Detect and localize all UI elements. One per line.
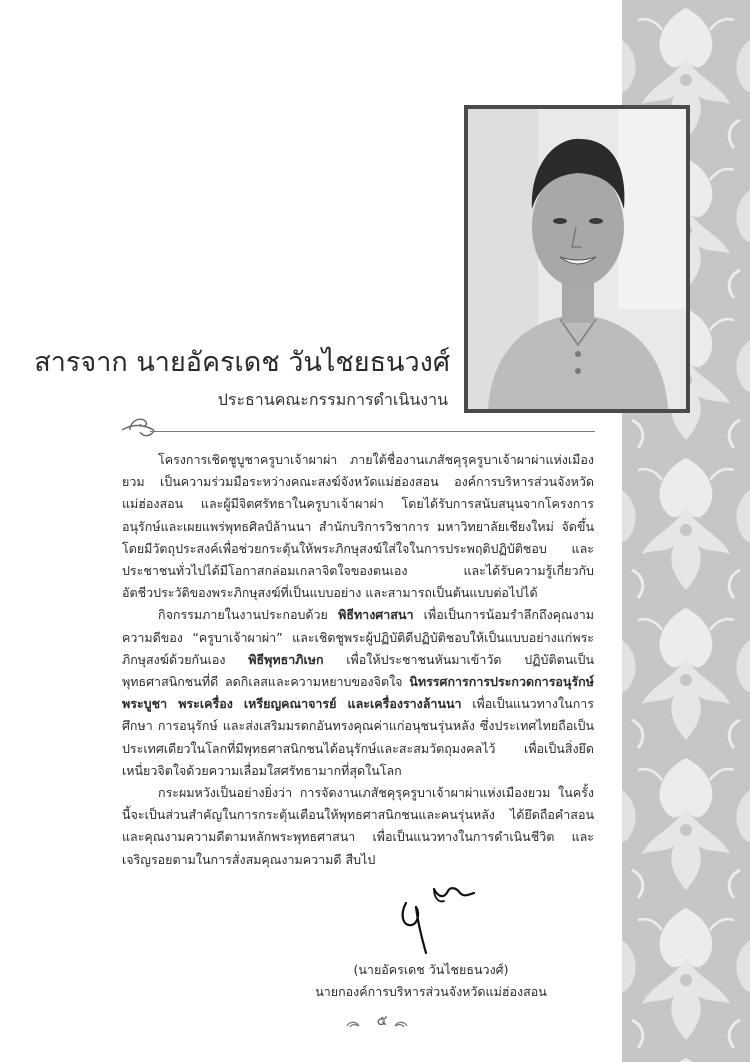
message-body [122,449,594,871]
portrait-frame [464,105,690,413]
ornament-right-icon [394,1021,408,1031]
portrait-illustration [468,109,686,409]
signatory-block [300,959,562,1003]
paragraph-intro: โครงการเชิดชูบูชาครูบาเจ้าผาผ่า ภายใต้ชื่องานเภสัชคุรุครูบาเจ้าผาผ่าแห่งเมืองยวม เป็นความร่วมมือระหว่างคณะสงฆ์จังหวัดแม่ฮ่องสอน องค์การบริหารส่วนจังหวัดแม่ฮ่องสอน และผู้มีจิตศรัทธาในครูบาเจ้าผาผ่า โดยได้รับการสนับสนุนจากโครงการอนุรักษ์และเผยแพร่พุทธศิลป์ล้านนา สำนักบริการวิชาการ มหาวิทยาลัยเชียงใหม่ จัดขึ้นโดยมีวัตถุประสงค์เพื่อช่วยกระตุ้นให้พระภิกษุสงฆ์ใส่ใจในการประพฤติปฏิบัติชอบ และประชาชนทั่วไปได้มีโอกาสกล่อมเกลาจิตใจของตนเอง และได้รับความรู้เกี่ยวกับอัตชีวประวัติของพระภิกษุสงฆ์ที่เป็นแบบอย่าง และสามารถเป็นต้นแบบต่อไปได้ [122,452,594,601]
activities-text-c: เพื่อให้ประชาชนหันมาเข้าวัด ปฏิบัติตนเป็นพุทธศาสนิกชนที่ดี ลดกิเลสและความหยาบของจิตใจ [122,651,594,690]
paragraph-activities [122,604,594,782]
title-divider [150,431,595,432]
activity-exhibition: นิทรรศการการประกวดการอนุรักษ์พระบูชา พระเครื่อง เหรียญคณาจารย์ และเครื่องรางล้านนา [122,674,594,712]
signatory-name: (นายอัครเดช วันไชยธนวงศ์) [353,962,509,977]
activity-religious-ceremony: พิธีทางศาสนา [338,607,414,623]
signatory-position: นายกองค์การบริหารส่วนจังหวัดแม่ฮ่องสอน [315,984,547,999]
activities-text-b: เพื่อเป็นการน้อมรำลึกถึงคุณงามความดีของ “ครูบาเจ้าผาผ่า” และเชิดชูพระผู้ปฏิบัติดีปฏิบัติชอบให้เป็นแบบอย่างแก่พระภิกษุสงฆ์ด้วยกันเอง [122,607,594,667]
flourish-icon [120,410,160,440]
activity-consecration-ceremony: พิธีพุทธาภิเษก [248,651,324,667]
handwritten-signature [398,883,478,959]
page-subtitle: ประธานคณะกรรมการดำเนินงาน [217,390,448,409]
activities-text-d: เพื่อเป็นแนวทางในการศึกษา การอนุรักษ์ และส่งเสริมมรดกอันทรงคุณค่าแก่อนุชนรุ่นหลัง ซึ่งประเทศไทยถือเป็นประเทศเดียวในโลกที่มีพุทธศาสนิกชนได้อนุรักษ์และสะสมวัตถุมงคลไว้ เพื่อเป็นสิ่งยึดเหนี่ยวจิตใจด้วยความเลื่อมใสศรัทธามากที่สุดในโลก [122,696,594,778]
page-number: ๕ [376,1013,388,1029]
signature-icon [398,883,478,955]
page-number-ornament-right [394,1016,408,1035]
flourish-ornament [120,410,160,444]
page-title: สารจาก นายอัครเดช วันไชยธนวงศ์ [34,347,450,378]
paragraph-closing: กระผมหวังเป็นอย่างยิ่งว่า การจัดงานเภสัชคุรุครูบาเจ้าผาผ่าแห่งเมืองยวม ในครั้งนี้จะเป็นส่วนสำคัญในการกระตุ้นเตือนให้พุทธศาสนิกชนและคนรุ่นหลัง ได้ยึดถือคำสอนและคุณงามความดีตามหลักพระพุทธศาสนา เพื่อเป็นแนวทางในการดำเนินชีวิต และเจริญรอยตามในการสั่งสมคุณงามความดี สืบไป [122,785,594,867]
portrait-photo [468,109,686,409]
activities-text-a: กิจกรรมภายในงานประกอบด้วย [158,607,339,623]
